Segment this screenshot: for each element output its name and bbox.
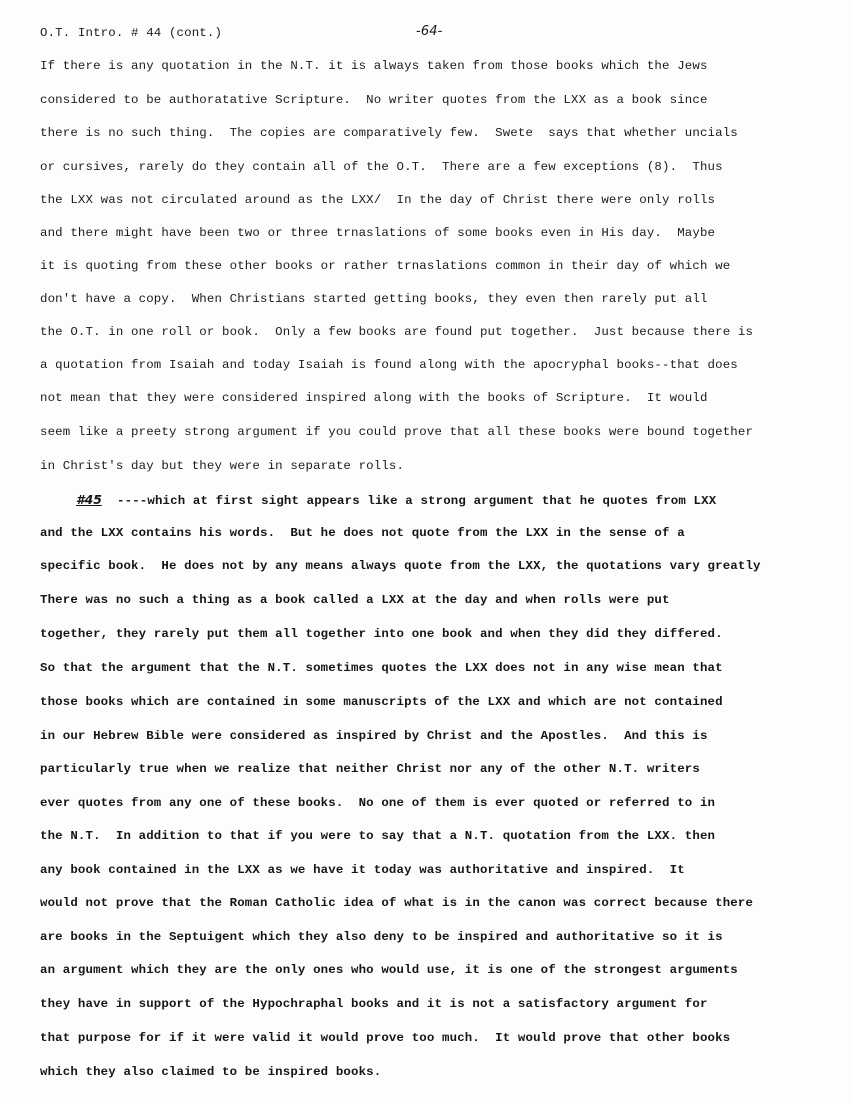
text-line: a quotation from Isaiah and today Isaiah is found along with the apocryphal books--that does	[40, 358, 738, 372]
text-line: an argument which they are the only ones who would use, it is one of the strongest arguments	[40, 963, 738, 977]
text-line: seem like a preety strong argument if you could prove that all these books were bound together	[40, 425, 754, 439]
text-line: the O.T. in one roll or book. Only a few books are found put together. Just because there is	[40, 325, 754, 339]
text-line	[76, 492, 716, 508]
text-line: specific book. He does not by any means always quote from the LXX, the quotations vary greatly	[40, 559, 761, 573]
header-title: O.T. Intro. # 44 (cont.)	[40, 26, 223, 40]
text-line: and there might have been two or three trnaslations of some books even in His day. Maybe	[40, 226, 716, 240]
text-line: not mean that they were considered inspired along with the books of Scripture. It would	[40, 391, 708, 405]
text-line: that purpose for if it were valid it would prove too much. It would prove that other books	[40, 1031, 731, 1045]
text-line: don't have a copy. When Christians started getting books, they even then rarely put all	[40, 292, 708, 306]
text-line: together, they rarely put them all together into one book and when they did they differed.	[40, 627, 723, 641]
text-line: considered to be authoratative Scripture. No writer quotes from the LXX as a book since	[40, 93, 708, 107]
text-line: those books which are contained in some manuscripts of the LXX and which are not contained	[40, 695, 723, 709]
text-line: If there is any quotation in the N.T. it is always taken from those books which the Jews	[40, 59, 708, 73]
text-line: are books in the Septuigent which they also deny to be inspired and authoritative so it is	[40, 930, 723, 944]
text-line: There was no such a thing as a book called a LXX at the day and when rolls were put	[40, 593, 670, 607]
text-line: there is no such thing. The copies are comparatively few. Swete says that whether uncials	[40, 126, 738, 140]
page-number: -64-	[416, 24, 443, 39]
first-line-text: ----which at first sight appears like a strong argument that he quotes from LXX	[101, 494, 717, 508]
text-line: they have in support of the Hypochraphal books and it is not a satisfactory argument for	[40, 997, 708, 1011]
text-line: or cursives, rarely do they contain all of the O.T. There are a few exceptions (8). Thus	[40, 160, 723, 174]
text-line: the N.T. In addition to that if you were to say that a N.T. quotation from the LXX. then	[40, 829, 716, 843]
text-line: would not prove that the Roman Catholic idea of what is in the canon was correct because there	[40, 896, 754, 910]
text-line: which they also claimed to be inspired books.	[40, 1065, 382, 1079]
text-line: in Christ's day but they were in separate rolls.	[40, 459, 405, 473]
text-line: the LXX was not circulated around as the LXX/ In the day of Christ there were only rolls	[40, 193, 716, 207]
text-line: and the LXX contains his words. But he does not quote from the LXX in the sense of a	[40, 526, 685, 540]
text-line: in our Hebrew Bible were considered as inspired by Christ and the Apostles. And this is	[40, 729, 708, 743]
section-marker: #45	[76, 492, 102, 507]
text-line: particularly true when we realize that neither Christ nor any of the other N.T. writers	[40, 762, 700, 776]
text-line: ever quotes from any one of these books. No one of them is ever quoted or referred to in	[40, 796, 716, 810]
text-line: any book contained in the LXX as we have it today was authoritative and inspired. It	[40, 863, 685, 877]
text-line: it is quoting from these other books or rather trnaslations common in their day of which we	[40, 259, 731, 273]
text-line: So that the argument that the N.T. sometimes quotes the LXX does not in any wise mean that	[40, 661, 723, 675]
